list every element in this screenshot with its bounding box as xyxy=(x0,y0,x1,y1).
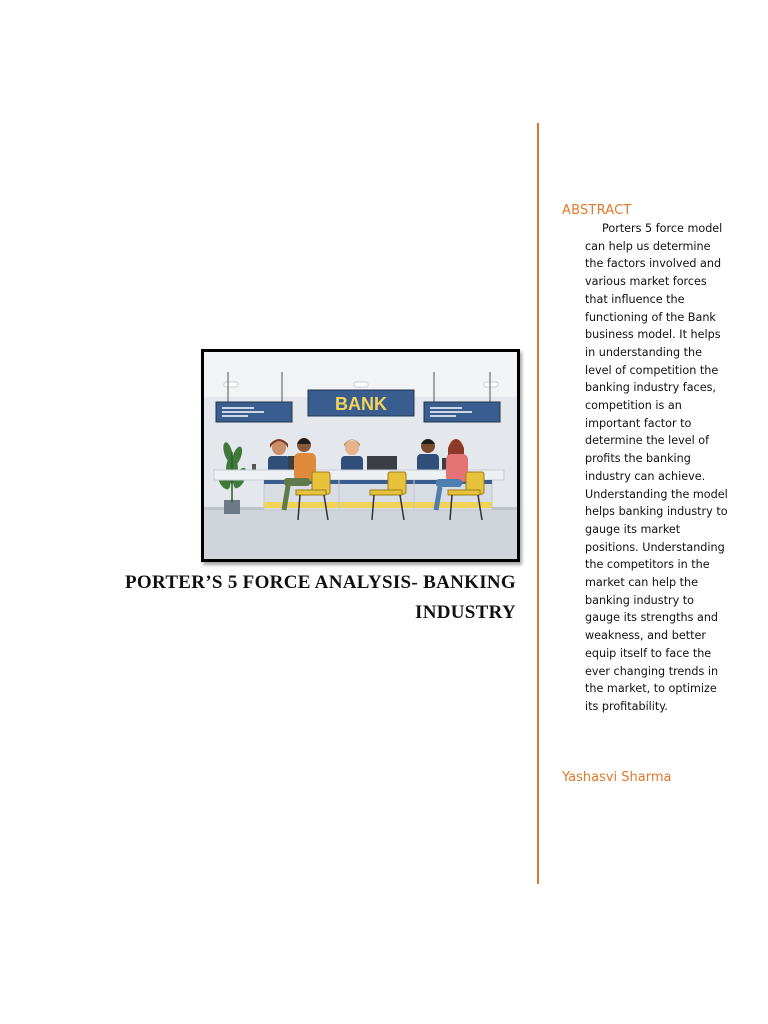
abstract-text: Porters 5 force model can help us determine the factors involved and various market forces that influence the functioning of the Bank business model. It helps in understanding the level of competition the banking industry faces, competition is an important factor to determine the level of profits the banking industry can achieve. Understanding the model helps banking industry to gauge its market positions. Understanding the competitors in the market can help the banking industry to gauge its strengths and weakness, and better equip itself to face the ever changing trends in the market, to optimize its profitability. xyxy=(585,222,728,713)
abstract-heading: ABSTRACT xyxy=(562,203,632,218)
vertical-divider xyxy=(537,123,539,884)
document-title xyxy=(60,568,516,628)
title-line-1: PORTER’S 5 FORCE ANALYSIS- BANKING xyxy=(124,572,516,593)
author-name: Yashasvi Sharma xyxy=(562,770,672,785)
title-line-2: INDUSTRY xyxy=(415,602,516,623)
bank-illustration xyxy=(201,349,520,562)
bank-sign-text: BANK xyxy=(335,394,387,414)
